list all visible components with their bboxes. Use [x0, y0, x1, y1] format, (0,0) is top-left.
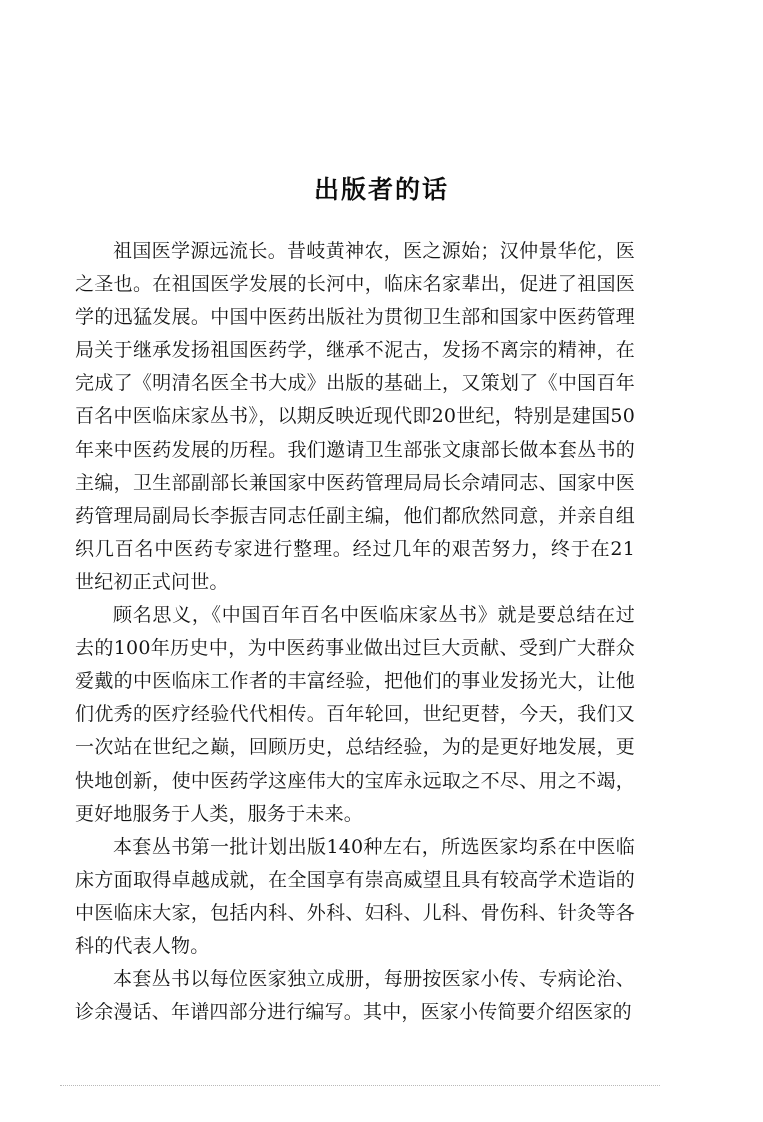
body-text: [75, 235, 635, 1029]
page-title: 出版者的话: [313, 175, 449, 204]
scan-artifact-line: [60, 1085, 660, 1094]
paragraph-3: 本套丛书第一批计划出版140种左右，所选医家均系在中医临床方面取得卓越成就，在全国享有崇高威望且具有较高学术造诣的中医临床大家，包括内科、外科、妇科、儿科、骨伤科、针灸等各科的代表人物。: [75, 835, 635, 957]
paragraph-2: 顾名思义，《中国百年百名中医临床家丛书》就是要总结在过去的100年历史中，为中医药事业做出过巨大贡献、受到广大群众爱戴的中医临床工作者的丰富经验，把他们的事业发扬光大，让他们优秀的医疗经验代代相传。百年轮回，世纪更替，今天，我们又一次站在世纪之巅，回顾历史，总结经验，为的是更好地发展，更快地创新，使中医药学这座伟大的宝库永远取之不尽、用之不竭，更好地服务于人类，服务于未来。: [75, 604, 635, 825]
paragraph-1: 祖国医学源远流长。昔岐黄神农，医之源始；汉仲景华佗，医之圣也。在祖国医学发展的长河中，临床名家辈出，促进了祖国医学的迅猛发展。中国中医药出版社为贯彻卫生部和国家中医药管理局关于继承发扬祖国医药学，继承不泥古，发扬不离宗的精神，在完成了《明清名医全书大成》出版的基础上，又策划了《中国百年百名中医临床家丛书》，以期反映近现代即20世纪，特别是建国50年来中医药发展的历程。我们邀请卫生部张文康部长做本套丛书的主编，卫生部副部长兼国家中医药管理局局长佘靖同志、国家中医药管理局副局长李振吉同志任副主编，他们都欣然同意，并亲自组织几百名中医药专家进行整理。经过几年的艰苦努力，终于在21世纪初正式问世。: [75, 240, 635, 593]
paragraph-4: 本套丛书以每位医家独立成册，每册按医家小传、专病论治、诊余漫话、年谱四部分进行编写。其中，医家小传简要介绍医家的: [75, 968, 635, 1024]
